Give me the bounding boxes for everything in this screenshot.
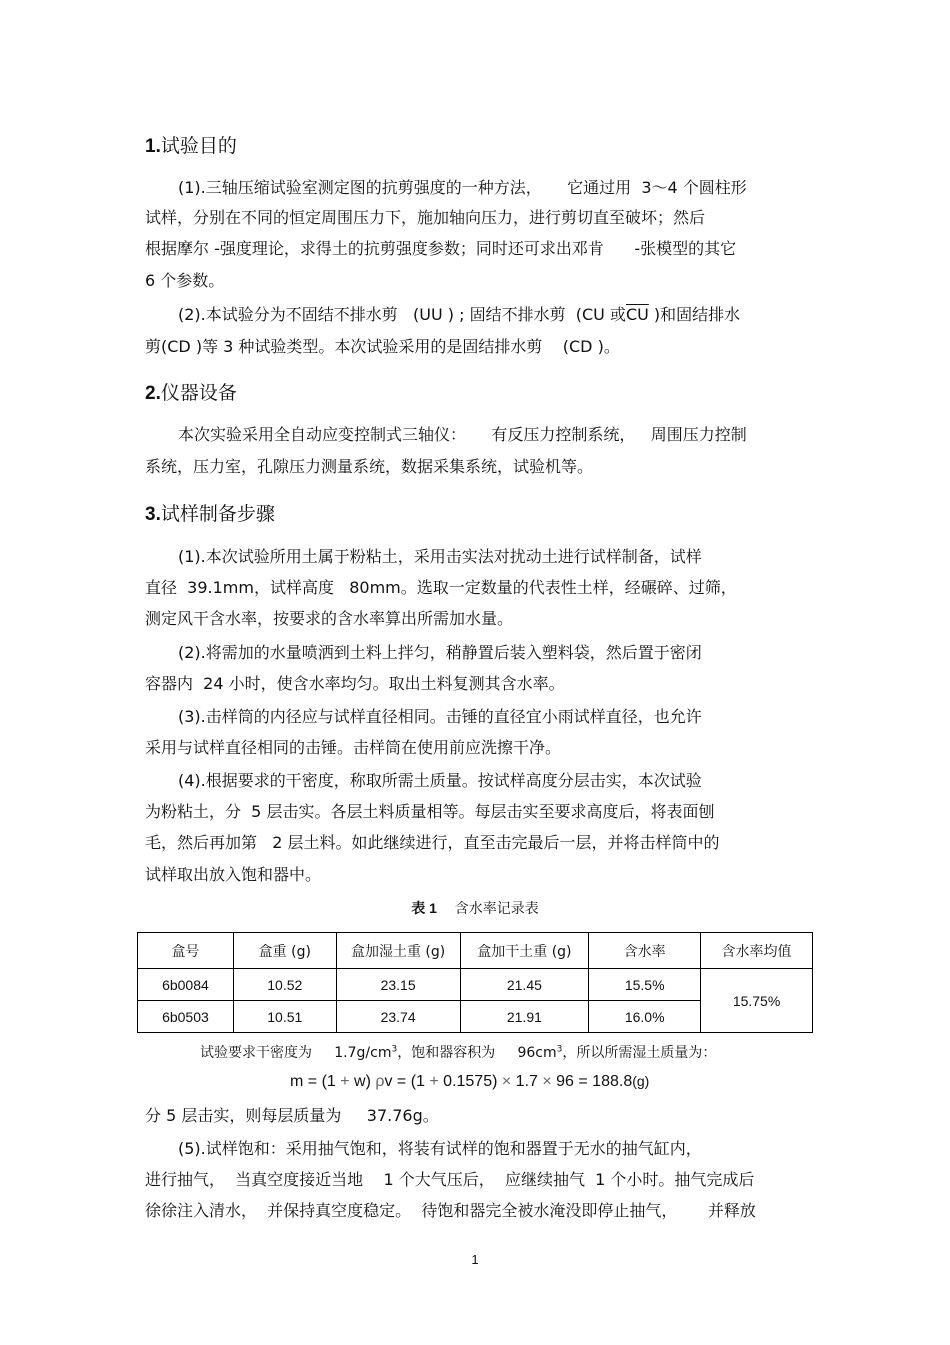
text-line: 试样取出放入饱和器中。 xyxy=(145,865,322,884)
formula-part: 0.1575) xyxy=(438,1073,502,1090)
formula-part: v = (1 xyxy=(384,1073,430,1090)
text-line: 本次实验采用全自动应变控制式三轴仪： 有反压力控制系统， 周围压力控制 xyxy=(178,425,747,444)
times-symbol: × xyxy=(542,1073,552,1090)
table-cell: 6b0503 xyxy=(138,1001,234,1033)
text-line: 系统，压力室，孔隙压力测量系统，数据采集系统，试验机等。 xyxy=(145,457,594,476)
text-line: 试样，分别在不同的恒定周围压力下，施加轴向压力，进行剪切直至破坏；然后 xyxy=(145,208,706,227)
times-symbol: × xyxy=(501,1073,512,1090)
formula-part: m = (1 xyxy=(290,1073,341,1090)
caption-number: 表 1 xyxy=(411,900,437,916)
text-line: (2).将需加的水量喷洒到土料上拌匀，稍静置后装入塑料袋，然后置于密闭 xyxy=(178,643,702,662)
mean-cell: 15.75% xyxy=(701,969,813,1033)
column-header: 含水率均值 xyxy=(701,933,813,969)
text-line: 徐徐注入清水， 并保持真空度稳定。 待饱和器完全被水淹没即停止抽气， 并释放 xyxy=(145,1201,756,1220)
heading-text: 试验目的 xyxy=(160,135,237,157)
superscript: 3 xyxy=(556,1044,563,1055)
heading-text: 试样制备步骤 xyxy=(160,503,275,525)
formula-unit: (g) xyxy=(632,1073,650,1089)
column-header: 含水率 xyxy=(589,933,701,969)
text-line: (3).击样筒的内径应与试样直径相同。击锤的直径宜小雨试样直径，也允许 xyxy=(178,707,702,726)
table-header-row xyxy=(138,933,813,969)
text-line: 毛，然后再加第 2 层土料。如此继续进行，直至击完最后一层，并将击样筒中的 xyxy=(145,833,720,852)
text-line xyxy=(178,304,740,326)
table-cell: 16.0% xyxy=(589,1001,701,1033)
column-header: 盒号 xyxy=(138,933,234,969)
section-heading-equipment xyxy=(145,378,237,405)
text-line: (1).本次试验所用土属于粉粘土，采用击实法对扰动土进行试样制备，试样 xyxy=(178,547,702,566)
section-heading-preparation xyxy=(145,499,275,526)
column-header: 盒加湿土重 (g) xyxy=(336,933,460,969)
caption-text: 含水率记录表 xyxy=(454,901,539,917)
table-cell: 23.15 xyxy=(336,969,460,1001)
section-heading-purpose xyxy=(145,131,237,158)
text-segment: ，所以所需湿土质量为： xyxy=(562,1045,717,1061)
rho-symbol: ρ xyxy=(375,1073,385,1090)
page-number: 1 xyxy=(471,1252,479,1267)
column-header: 盒重 (g) xyxy=(233,933,336,969)
table-caption xyxy=(0,898,950,918)
text-line: 容器内 24 小时，使含水率均匀。取出土料复测其含水率。 xyxy=(145,674,565,693)
overlined-cu: $\overline{CU}$ xyxy=(625,305,649,324)
text-line: 6 个参数。 xyxy=(145,271,225,290)
table-cell: 23.74 xyxy=(336,1001,460,1033)
formula-part: w) xyxy=(349,1073,376,1090)
table-cell: 10.52 xyxy=(233,969,336,1001)
table-cell: 21.91 xyxy=(460,1001,589,1033)
text-segment: )和固结排水 xyxy=(648,305,741,324)
heading-number: 3. xyxy=(145,504,161,525)
text-line: 直径 39.1mm，试样高度 80mm。选取一定数量的代表性土样，经碾碎、过筛， xyxy=(145,578,737,597)
table-row xyxy=(138,969,813,1001)
column-header: 盒加干土重 (g) xyxy=(460,933,589,969)
text-line: 分 5 层击实，则每层质量为 37.76g。 xyxy=(145,1106,439,1125)
table-cell: 6b0084 xyxy=(138,969,234,1001)
table-cell: 15.5% xyxy=(589,969,701,1001)
calc-note xyxy=(200,1042,716,1062)
mass-formula xyxy=(290,1073,649,1091)
moisture-table xyxy=(137,932,813,1033)
table-cell: 21.45 xyxy=(460,969,589,1001)
text-segment: 试验要求干密度为 1.7g/cm xyxy=(200,1045,392,1061)
heading-text: 仪器设备 xyxy=(160,382,237,404)
table-cell: 10.51 xyxy=(233,1001,336,1033)
heading-number: 2. xyxy=(145,383,161,404)
text-segment: (2).本试验分为不固结不排水剪 (UU ) ; 固结不排水剪 (CU 或 xyxy=(178,305,626,324)
text-line: 测定风干含水率，按要求的含水率算出所需加水量。 xyxy=(145,609,514,628)
text-segment: ，饱和器容积为 96cm xyxy=(397,1045,557,1061)
heading-number: 1. xyxy=(145,136,161,157)
text-line: 采用与试样直径相同的击锤。击样筒在使用前应洗擦干净。 xyxy=(145,738,562,757)
text-line: (4).根据要求的干密度，称取所需土质量。按试样高度分层击实，本次试验 xyxy=(178,771,702,790)
text-line: 根据摩尔 -强度理论，求得土的抗剪强度参数；同时还可求出邓肯 -张模型的其它 xyxy=(145,239,737,258)
text-line: (5).试样饱和：采用抽气饱和，将装有试样的饱和器置于无水的抽气缸内， xyxy=(178,1139,702,1158)
text-line: 进行抽气， 当真空度接近当地 1 个大气压后， 应继续抽气 1 个小时。抽气完成后 xyxy=(145,1170,755,1189)
text-line: 剪(CD )等 3 种试验类型。本次试验采用的是固结排水剪 (CD )。 xyxy=(145,337,620,356)
text-line: 为粉粘土，分 5 层击实。各层土料质量相等。每层击实至要求高度后，将表面刨 xyxy=(145,802,715,821)
text-line: (1).三轴压缩试验室测定图的抗剪强度的一种方法， 它通过用 3～4 个圆柱形 xyxy=(178,178,747,197)
formula-part: 1.7 xyxy=(511,1073,543,1090)
plus-symbol: + xyxy=(429,1073,439,1090)
formula-part: 96 = 188.8 xyxy=(551,1073,633,1090)
plus-symbol: + xyxy=(340,1073,350,1090)
superscript: 3 xyxy=(391,1044,398,1055)
